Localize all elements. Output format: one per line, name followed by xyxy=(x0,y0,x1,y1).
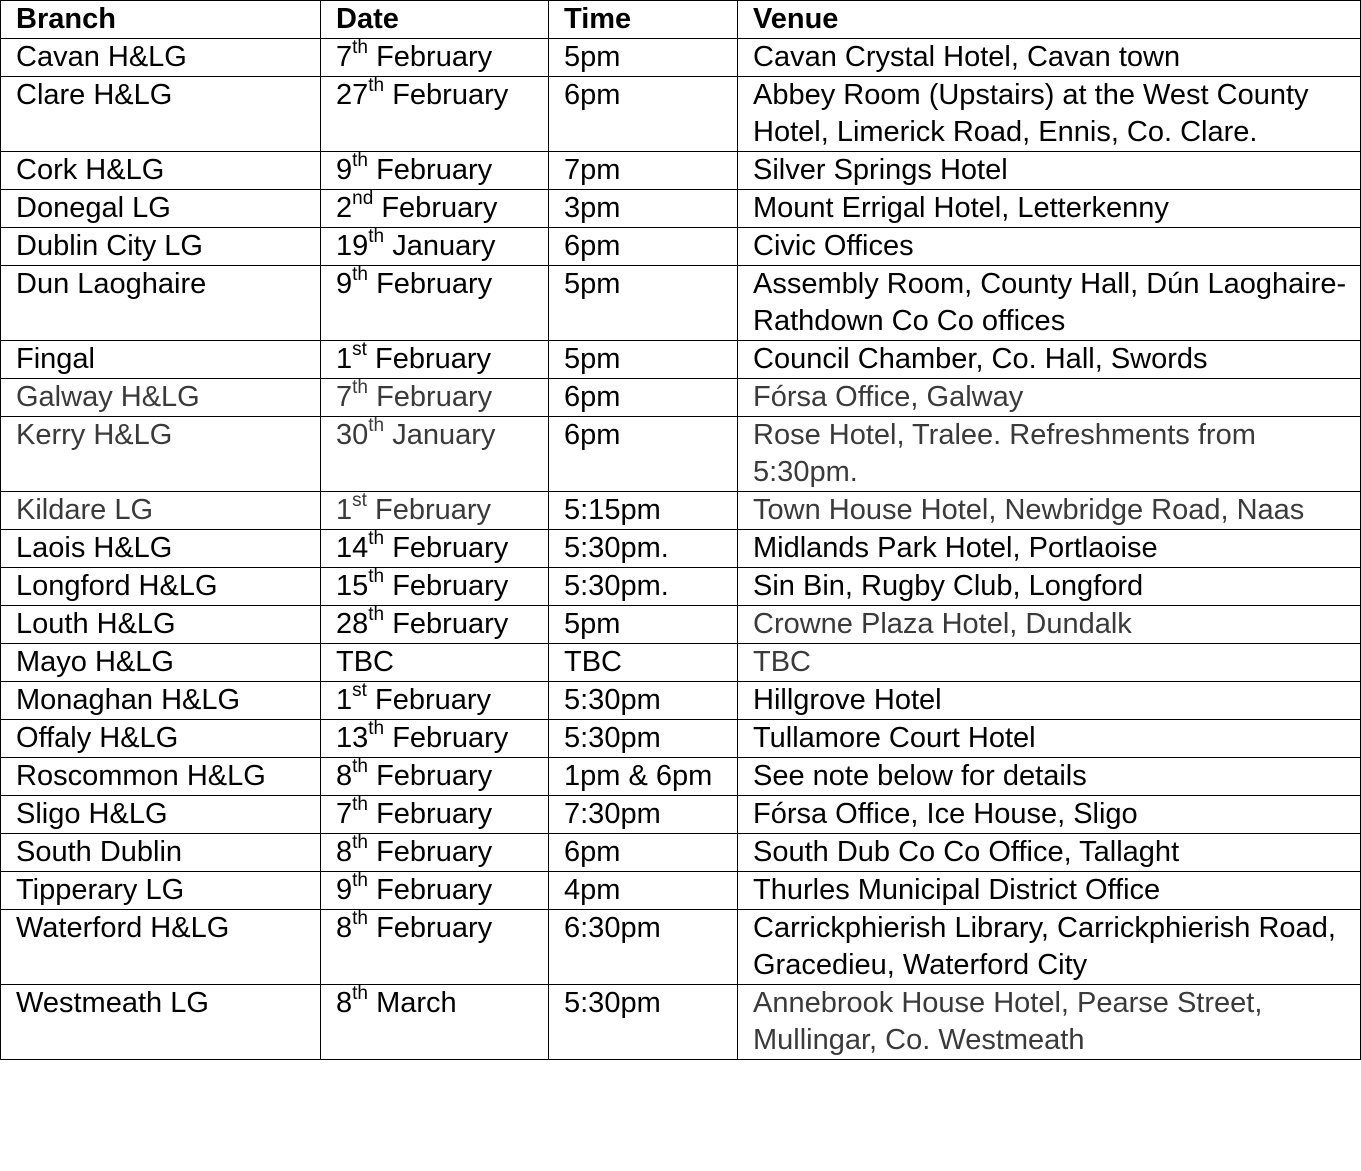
date-cell xyxy=(321,720,549,758)
table-body xyxy=(1,39,1361,1060)
date-month: February xyxy=(374,343,492,375)
date-cell xyxy=(321,606,549,644)
venue-cell: Fórsa Office, Ice House, Sligo xyxy=(738,796,1361,834)
date-month: February xyxy=(376,836,493,868)
date-month: February xyxy=(392,722,509,754)
date-day: 9 xyxy=(336,874,353,906)
branch-cell: Galway H&LG xyxy=(1,379,321,417)
date-month: February xyxy=(392,608,509,640)
date-cell xyxy=(321,985,549,1060)
branch-cell: Longford H&LG xyxy=(1,568,321,606)
date-ordinal-suffix: th xyxy=(352,983,368,1005)
branch-cell: Cavan H&LG xyxy=(1,39,321,77)
time-cell: 5:15pm xyxy=(549,492,738,530)
branch-cell: Laois H&LG xyxy=(1,530,321,568)
date-day: 27 xyxy=(336,79,369,111)
date-month: February xyxy=(376,268,493,300)
venue-cell: Civic Offices xyxy=(738,228,1361,266)
venue-cell: Carrickphierish Library, Carrickphierish Road, Gracedieu, Waterford City xyxy=(738,910,1361,985)
venue-cell: Crowne Plaza Hotel, Dundalk xyxy=(738,606,1361,644)
date-cell xyxy=(321,379,549,417)
date-month: February xyxy=(392,79,509,111)
date-ordinal-suffix: th xyxy=(352,908,368,930)
date-day: 9 xyxy=(336,268,353,300)
time-cell: 6pm xyxy=(549,417,738,492)
date-month: February xyxy=(392,570,509,602)
time-cell: 6pm xyxy=(549,228,738,266)
date-ordinal-suffix: st xyxy=(352,490,367,512)
date-day: 8 xyxy=(336,912,353,944)
venue-cell: Assembly Room, County Hall, Dún Laoghaire-Rathdown Co Co offices xyxy=(738,266,1361,341)
table-row xyxy=(1,606,1361,644)
date-ordinal-suffix: th xyxy=(352,150,368,172)
date-ordinal-suffix: th xyxy=(368,566,385,588)
date-ordinal-suffix: th xyxy=(352,756,368,778)
time-cell: 6pm xyxy=(549,77,738,152)
branch-cell: Louth H&LG xyxy=(1,606,321,644)
table-row xyxy=(1,644,1361,682)
date-ordinal-suffix: th xyxy=(368,415,385,437)
date-cell xyxy=(321,682,549,720)
table-row xyxy=(1,720,1361,758)
venue-cell: Tullamore Court Hotel xyxy=(738,720,1361,758)
branch-cell: Kerry H&LG xyxy=(1,417,321,492)
date-day: 1 xyxy=(336,684,353,716)
date-ordinal-suffix: th xyxy=(368,528,385,550)
date-day: 8 xyxy=(336,760,353,792)
date-cell xyxy=(321,266,549,341)
branch-cell: Dun Laoghaire xyxy=(1,266,321,341)
date-cell xyxy=(321,910,549,985)
date-month: February xyxy=(376,874,493,906)
branch-cell: Offaly H&LG xyxy=(1,720,321,758)
date-month: February xyxy=(376,912,493,944)
date-month: February xyxy=(376,381,493,413)
time-cell: 5:30pm xyxy=(549,985,738,1060)
time-cell: 1pm & 6pm xyxy=(549,758,738,796)
date-day: 1 xyxy=(336,494,353,526)
date-cell xyxy=(321,417,549,492)
time-cell: 5pm xyxy=(549,266,738,341)
table-row xyxy=(1,152,1361,190)
date-cell xyxy=(321,77,549,152)
date-month: February xyxy=(376,154,493,186)
date-day: 28 xyxy=(336,608,369,640)
time-cell: 5:30pm xyxy=(549,720,738,758)
date-day: 7 xyxy=(336,798,353,830)
date-cell xyxy=(321,190,549,228)
header-date: Date xyxy=(321,1,549,39)
date-ordinal-suffix: th xyxy=(352,870,368,892)
table-row xyxy=(1,910,1361,985)
branch-cell: Sligo H&LG xyxy=(1,796,321,834)
date-cell xyxy=(321,530,549,568)
branch-cell: South Dublin xyxy=(1,834,321,872)
date-day: TBC xyxy=(336,646,394,678)
date-ordinal-suffix: th xyxy=(368,75,385,97)
date-month: February xyxy=(381,192,498,224)
date-day: 8 xyxy=(336,987,353,1019)
branch-cell: Clare H&LG xyxy=(1,77,321,152)
venue-cell: Abbey Room (Upstairs) at the West County Hotel, Limerick Road, Ennis, Co. Clare. xyxy=(738,77,1361,152)
venue-cell: Hillgrove Hotel xyxy=(738,682,1361,720)
date-month: February xyxy=(392,532,509,564)
date-ordinal-suffix: st xyxy=(352,339,367,361)
date-cell xyxy=(321,796,549,834)
date-day: 9 xyxy=(336,154,353,186)
date-ordinal-suffix: th xyxy=(352,794,368,816)
branch-cell: Roscommon H&LG xyxy=(1,758,321,796)
date-cell xyxy=(321,834,549,872)
header-venue: Venue xyxy=(738,1,1361,39)
date-day: 8 xyxy=(336,836,353,868)
date-month: March xyxy=(376,987,457,1019)
branch-cell: Cork H&LG xyxy=(1,152,321,190)
venue-cell: Cavan Crystal Hotel, Cavan town xyxy=(738,39,1361,77)
venue-cell: South Dub Co Co Office, Tallaght xyxy=(738,834,1361,872)
date-day: 14 xyxy=(336,532,369,564)
date-cell xyxy=(321,341,549,379)
date-day: 13 xyxy=(336,722,369,754)
table-row xyxy=(1,530,1361,568)
time-cell: 5:30pm xyxy=(549,682,738,720)
table-row xyxy=(1,796,1361,834)
date-ordinal-suffix: th xyxy=(368,604,385,626)
date-month: January xyxy=(392,419,496,451)
venue-cell: Midlands Park Hotel, Portlaoise xyxy=(738,530,1361,568)
table-row xyxy=(1,266,1361,341)
venue-cell: Annebrook House Hotel, Pearse Street, Mullingar, Co. Westmeath xyxy=(738,985,1361,1060)
date-cell xyxy=(321,39,549,77)
date-day: 19 xyxy=(336,230,369,262)
table-row xyxy=(1,492,1361,530)
date-ordinal-suffix: nd xyxy=(352,188,374,210)
branch-cell: Donegal LG xyxy=(1,190,321,228)
time-cell: 5:30pm. xyxy=(549,530,738,568)
time-cell: 4pm xyxy=(549,872,738,910)
date-ordinal-suffix: th xyxy=(352,832,368,854)
table-row xyxy=(1,417,1361,492)
venue-cell: Mount Errigal Hotel, Letterkenny xyxy=(738,190,1361,228)
branch-cell: Mayo H&LG xyxy=(1,644,321,682)
branch-cell: Dublin City LG xyxy=(1,228,321,266)
table-row xyxy=(1,77,1361,152)
table-row xyxy=(1,758,1361,796)
date-month: February xyxy=(374,684,492,716)
time-cell: 5:30pm. xyxy=(549,568,738,606)
time-cell: 5pm xyxy=(549,606,738,644)
date-cell xyxy=(321,228,549,266)
date-ordinal-suffix: th xyxy=(352,377,368,399)
date-day: 7 xyxy=(336,41,353,73)
branch-cell: Fingal xyxy=(1,341,321,379)
venue-cell: Town House Hotel, Newbridge Road, Naas xyxy=(738,492,1361,530)
date-day: 30 xyxy=(336,419,369,451)
date-cell xyxy=(321,492,549,530)
venue-cell: TBC xyxy=(738,644,1361,682)
venue-cell: Fórsa Office, Galway xyxy=(738,379,1361,417)
date-cell xyxy=(321,872,549,910)
branch-cell: Monaghan H&LG xyxy=(1,682,321,720)
date-cell xyxy=(321,758,549,796)
venue-cell: Thurles Municipal District Office xyxy=(738,872,1361,910)
date-day: 2 xyxy=(336,192,353,224)
time-cell: 7pm xyxy=(549,152,738,190)
table-row xyxy=(1,568,1361,606)
time-cell: 6:30pm xyxy=(549,910,738,985)
time-cell: 6pm xyxy=(549,379,738,417)
time-cell: 5pm xyxy=(549,341,738,379)
table-row xyxy=(1,190,1361,228)
table-row xyxy=(1,872,1361,910)
branch-cell: Westmeath LG xyxy=(1,985,321,1060)
header-row xyxy=(1,1,1361,39)
table-row xyxy=(1,379,1361,417)
table-row xyxy=(1,39,1361,77)
date-month: February xyxy=(374,494,492,526)
date-month: February xyxy=(376,798,493,830)
date-cell xyxy=(321,644,549,682)
venue-cell: Silver Springs Hotel xyxy=(738,152,1361,190)
venue-cell: See note below for details xyxy=(738,758,1361,796)
table-row xyxy=(1,682,1361,720)
table-row xyxy=(1,834,1361,872)
venue-cell: Rose Hotel, Tralee. Refreshments from 5:30pm. xyxy=(738,417,1361,492)
date-day: 1 xyxy=(336,343,353,375)
date-month: February xyxy=(376,760,493,792)
date-day: 15 xyxy=(336,570,369,602)
date-ordinal-suffix: st xyxy=(352,680,367,702)
table-row xyxy=(1,341,1361,379)
time-cell: 3pm xyxy=(549,190,738,228)
time-cell: 6pm xyxy=(549,834,738,872)
table-row xyxy=(1,985,1361,1060)
branch-cell: Kildare LG xyxy=(1,492,321,530)
branch-cell: Waterford H&LG xyxy=(1,910,321,985)
time-cell: 7:30pm xyxy=(549,796,738,834)
date-ordinal-suffix: th xyxy=(352,264,368,286)
branch-cell: Tipperary LG xyxy=(1,872,321,910)
time-cell: TBC xyxy=(549,644,738,682)
date-ordinal-suffix: th xyxy=(368,718,385,740)
venue-cell: Council Chamber, Co. Hall, Swords xyxy=(738,341,1361,379)
date-day: 7 xyxy=(336,381,353,413)
header-branch: Branch xyxy=(1,1,321,39)
date-month: January xyxy=(392,230,496,262)
date-ordinal-suffix: th xyxy=(352,37,368,59)
date-cell xyxy=(321,568,549,606)
table-row xyxy=(1,228,1361,266)
date-month: February xyxy=(376,41,493,73)
date-ordinal-suffix: th xyxy=(368,226,385,248)
time-cell: 5pm xyxy=(549,39,738,77)
header-time: Time xyxy=(549,1,738,39)
venue-cell: Sin Bin, Rugby Club, Longford xyxy=(738,568,1361,606)
date-cell xyxy=(321,152,549,190)
